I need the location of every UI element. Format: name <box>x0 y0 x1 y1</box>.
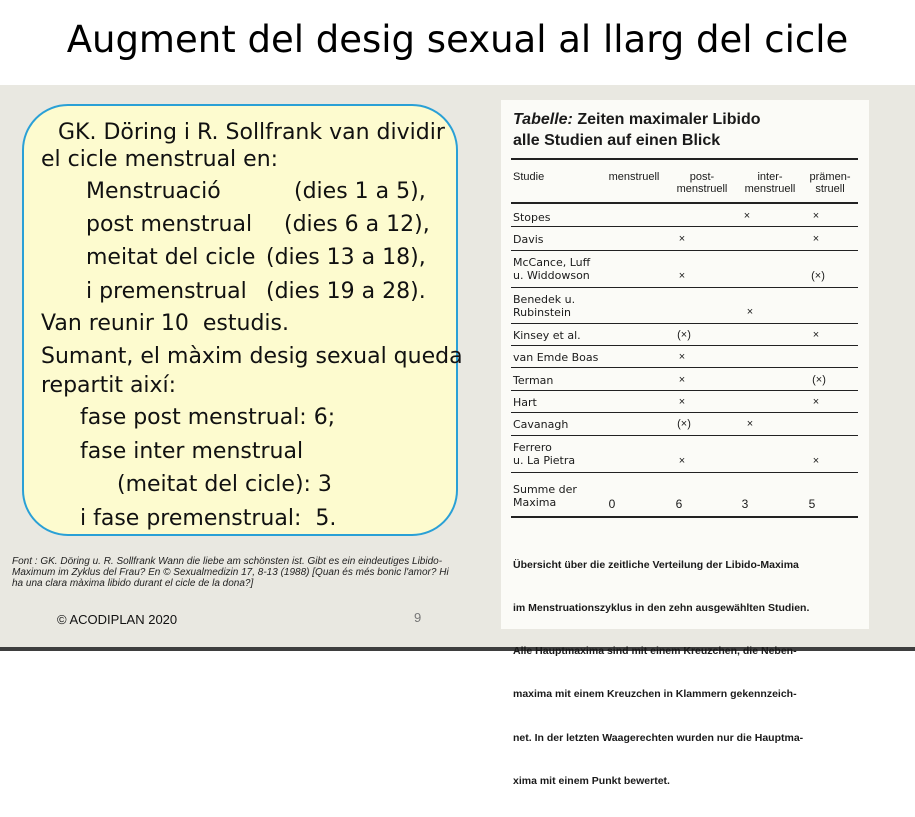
table-mark: × <box>812 233 820 245</box>
table-mark: × <box>678 374 686 386</box>
caption-line: maxima mit einem Kreuzchen in Klammern gekennzeich- <box>513 688 797 701</box>
body-line: GK. Döring i R. Sollfrank van dividir <box>58 120 445 145</box>
table-row-study: Benedek u. Rubinstein <box>513 293 576 319</box>
table-rule <box>511 390 858 391</box>
table-rule <box>511 435 858 436</box>
col-header: prämen- struell <box>809 171 851 195</box>
col-header-study: Studie <box>513 171 545 183</box>
phase-name: post menstrual <box>86 212 253 237</box>
phase-result: fase post menstrual: 6; <box>80 405 336 430</box>
table-title <box>513 111 760 129</box>
table-rule <box>511 323 858 324</box>
table-mark: (×) <box>811 270 825 282</box>
page-number: 9 <box>414 610 422 625</box>
col-header: menstruell <box>608 171 660 183</box>
table-rule <box>511 345 858 346</box>
table-title-prefix: Tabelle: <box>513 111 573 128</box>
table-sum-label: Summe der Maxima <box>513 483 577 509</box>
caption-line: net. In der letzten Waagerechten wurden nur die Hauptma- <box>513 731 804 744</box>
phase-name: i premenstrual <box>86 279 247 304</box>
table-row-study: Terman <box>513 374 554 387</box>
caption-line: im Menstruationszyklus in den zehn ausgewählten Studien. <box>513 602 810 615</box>
table-rule <box>511 412 858 413</box>
table-sum: 5 <box>808 497 816 511</box>
table-rule <box>511 250 858 251</box>
table-row-study: Stopes <box>513 211 551 224</box>
table-mark: × <box>812 329 820 341</box>
table-mark: × <box>812 210 820 222</box>
body-line: repartit així: <box>41 373 177 398</box>
table-rule <box>511 516 858 518</box>
table-mark: × <box>812 455 820 467</box>
slide-title: Augment del desig sexual al llarg del cicle <box>66 18 849 61</box>
table-mark: (×) <box>677 329 691 341</box>
body-line: Van reunir 10 estudis. <box>41 311 289 336</box>
table-caption <box>513 529 809 817</box>
phase-name: meitat del cicle <box>86 245 256 270</box>
table-sum: 6 <box>675 497 683 511</box>
table-rule <box>511 367 858 368</box>
table-row-study: Hart <box>513 396 537 409</box>
table-rule <box>511 287 858 288</box>
phase-days: (dies 19 a 28). <box>266 279 426 304</box>
table-sum: 3 <box>741 497 749 511</box>
phase-name: Menstruació <box>86 179 221 204</box>
phase-result: (meitat del cicle): 3 <box>117 472 332 497</box>
table-mark: × <box>746 418 754 430</box>
table-title-rest: Zeiten maximaler Libido <box>577 111 761 128</box>
body-line: Sumant, el màxim desig sexual queda <box>41 344 463 369</box>
caption-line: Übersicht über die zeitliche Verteilung der Libido-Maxima <box>513 558 799 571</box>
table-mark: × <box>812 396 820 408</box>
table-row-study: Ferrero u. La Pietra <box>513 441 576 467</box>
table-scan <box>501 100 869 787</box>
table-mark: × <box>678 351 686 363</box>
source-note: Font : GK. Döring u. R. Sollfrank Wann die liebe am schönsten ist. Gibt es ein eindeutiges Libido-Maximum im Zyklus del Frau? En © Sexualmedizin 17, 8-13 (1988) [Quan és més bonic l'amor? Hi ha una clara màxima libido durant el cicle de la dona?] <box>12 556 449 589</box>
phase-days: (dies 1 a 5), <box>294 179 426 204</box>
table-mark: × <box>678 233 686 245</box>
table-mark: (×) <box>677 418 691 430</box>
col-header: inter- menstruell <box>744 171 796 195</box>
caption-line: Alle Hauptmaxima sind mit einem Kreuzchen, die Neben- <box>513 645 797 658</box>
table-subtitle: alle Studien auf einen Blick <box>513 132 721 149</box>
body-line: el cicle menstrual en: <box>41 147 279 172</box>
phase-result: fase inter menstrual <box>80 439 304 464</box>
table-mark: × <box>743 210 751 222</box>
table-rule <box>511 202 858 204</box>
table-row-study: Kinsey et al. <box>513 329 581 342</box>
table-mark: × <box>678 396 686 408</box>
table-row-study: McCance, Luff u. Widdowson <box>513 256 591 282</box>
phase-days: (dies 13 a 18), <box>266 245 426 270</box>
table-mark: × <box>678 270 686 282</box>
copyright: © ACODIPLAN 2020 <box>57 612 178 627</box>
table-row-study: Cavanagh <box>513 418 569 431</box>
table-sum: 0 <box>608 497 616 511</box>
phase-days: (dies 6 a 12), <box>284 212 430 237</box>
table-row-study: van Emde Boas <box>513 351 599 364</box>
table-rule <box>511 472 858 473</box>
table-row-study: Davis <box>513 233 544 246</box>
table-mark: × <box>746 306 754 318</box>
table-mark: (×) <box>812 374 826 386</box>
table-mark: × <box>678 455 686 467</box>
caption-line: xima mit einem Punkt bewertet. <box>513 774 670 787</box>
phase-result: i fase premenstrual: 5. <box>80 506 337 531</box>
table-rule <box>511 158 858 160</box>
table-rule <box>511 226 858 227</box>
col-header: post- menstruell <box>676 171 728 195</box>
